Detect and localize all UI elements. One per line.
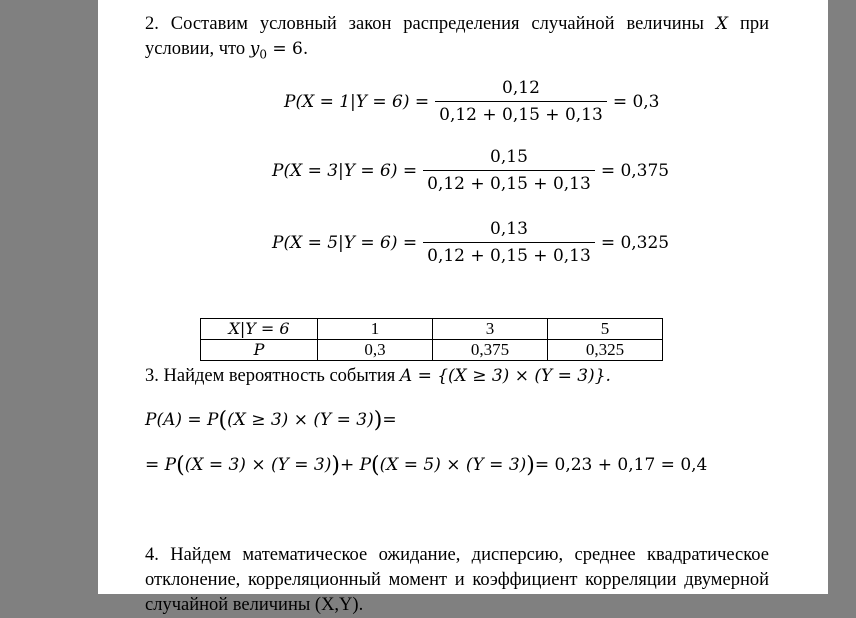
paren: ) xyxy=(373,407,383,433)
formula-x1 xyxy=(284,78,660,125)
y0-subscript: 0 xyxy=(259,47,267,62)
fraction-numerator: 0,13 xyxy=(490,219,528,239)
section2-line2 xyxy=(145,37,769,68)
expr-part: (X = 3) × (Y = 3) xyxy=(184,455,332,475)
distribution-table xyxy=(200,318,663,361)
table-cell: 0,3 xyxy=(318,340,433,361)
row-label: P xyxy=(253,340,265,359)
formula-result: = 0,325 xyxy=(600,232,670,253)
fraction-numerator: 0,12 xyxy=(502,78,540,98)
expr-part: = xyxy=(382,410,397,430)
y0-value: = 6. xyxy=(267,39,309,59)
section2-condition-text: условии, что xyxy=(145,39,246,59)
paren: ( xyxy=(218,407,228,433)
section2-intro: 2. Составим условный закон распределения случайной величины xyxy=(145,14,704,34)
table-row xyxy=(201,319,663,340)
formula-x5 xyxy=(272,219,669,266)
table-cell: 0,325 xyxy=(548,340,663,361)
expr-part: P(A) = P xyxy=(145,410,219,430)
probability-line1 xyxy=(145,407,397,433)
paren: ) xyxy=(331,452,340,478)
fraction xyxy=(423,147,595,194)
fraction xyxy=(435,78,607,125)
probability-line2 xyxy=(145,452,708,478)
section3-intro: 3. Найдем вероятность события xyxy=(145,366,396,386)
expr-part: (X = 5) × (Y = 3) xyxy=(379,455,527,475)
section3-heading xyxy=(145,364,769,389)
table-cell: 3 xyxy=(433,319,548,340)
variable-x: X xyxy=(715,14,729,34)
fraction-denominator: 0,12 + 0,15 + 0,13 xyxy=(435,101,607,125)
formula-lhs: P(X = 5|Y = 6) = xyxy=(272,232,418,253)
section2-line1 xyxy=(145,12,769,37)
formula-result: = 0,375 xyxy=(600,160,670,181)
document-page xyxy=(98,0,828,615)
section4-line2: отклонение, корреляционный момент и коэффициент корреляции двумерной xyxy=(145,570,769,590)
event-a-definition: A = {(X ≥ 3) × (Y = 3)}. xyxy=(399,366,611,386)
y0-symbol: y xyxy=(249,39,260,59)
section4-line1: 4. Найдем математическое ожидание, дисперсию, среднее квадратическое xyxy=(145,545,769,565)
fraction xyxy=(423,219,595,266)
fraction-denominator: 0,12 + 0,15 + 0,13 xyxy=(423,170,595,194)
expr-part: + P xyxy=(339,455,372,475)
table-cell: 5 xyxy=(548,319,663,340)
formula-lhs: P(X = 3|Y = 6) = xyxy=(272,160,418,181)
expr-part: = P xyxy=(145,455,177,475)
formula-result: = 0,3 xyxy=(612,91,660,112)
expr-part: (X ≥ 3) × (Y = 3) xyxy=(227,410,374,430)
fraction-denominator: 0,12 + 0,15 + 0,13 xyxy=(423,242,595,266)
table-row xyxy=(201,340,663,361)
table-cell xyxy=(201,340,318,361)
table-cell xyxy=(201,319,318,340)
table-cell: 0,375 xyxy=(433,340,548,361)
paren: ) xyxy=(526,452,535,478)
formula-lhs: P(X = 1|Y = 6) = xyxy=(284,91,430,112)
expr-part: = 0,23 + 0,17 = 0,4 xyxy=(534,455,708,475)
formula-x3 xyxy=(272,147,669,194)
paren: ( xyxy=(176,452,185,478)
section2-pri: при xyxy=(739,14,769,34)
table-cell: 1 xyxy=(318,319,433,340)
header-label: X|Y = 6 xyxy=(228,319,290,338)
section4-line3: случайной величины (X,Y). xyxy=(145,595,364,615)
fraction-numerator: 0,15 xyxy=(490,147,528,167)
paren: ( xyxy=(371,452,380,478)
